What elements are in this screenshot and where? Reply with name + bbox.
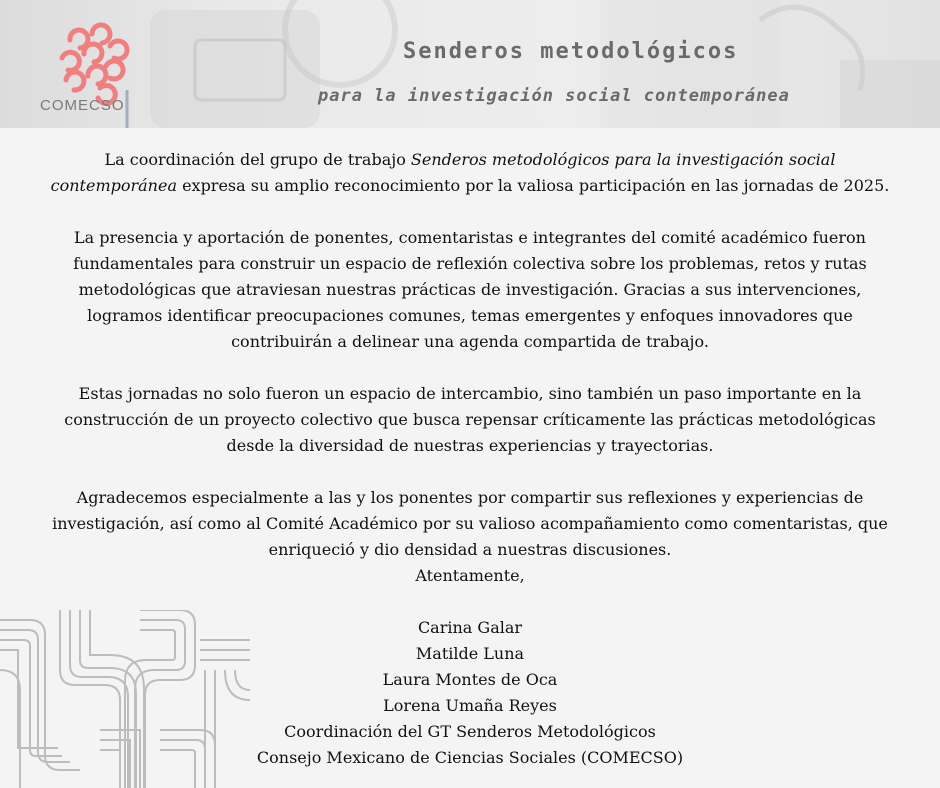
spacer bbox=[40, 589, 900, 615]
header-subtitle: para la investigación social contemporánea bbox=[318, 86, 790, 106]
signatory-name: Matilde Luna bbox=[415, 644, 525, 663]
signatory-name: Carina Galar bbox=[417, 618, 523, 637]
letter-body bbox=[40, 147, 900, 771]
paragraph-1 bbox=[40, 147, 900, 199]
paragraph-3: Estas jornadas no solo fueron un espacio de intercambio, sino también un paso importante en la construcción de un proyecto colectivo que busca repensar críticamente las prácticas metodológicas desde la diversidad de nuestras experiencias y trayectorias. bbox=[64, 384, 876, 455]
paragraph-2: La presencia y aportación de ponentes, comentaristas e integrantes del comité académico fueron fundamentales para construir un espacio de reflexión colectiva sobre los problemas, retos y rutas metodológicas que atraviesan nuestras prácticas de investigación. Gracias a sus intervenciones, logramos identificar preocupaciones comunes, temas emergentes y enfoques innovadores que contribuirán a delinear una agenda compartida de trabajo. bbox=[73, 228, 867, 351]
logo-wordmark: COMECSO bbox=[40, 97, 125, 114]
group-name-italic: Senderos metodológicos para la investigación social contemporánea bbox=[50, 150, 836, 195]
signatory-name: Lorena Umaña Reyes bbox=[383, 696, 557, 715]
header-background-illustration bbox=[0, 0, 940, 128]
closing-line: Atentamente, bbox=[415, 566, 525, 585]
paragraph-1-start: La coordinación del grupo de trabajo bbox=[104, 150, 411, 169]
signatory-name: Laura Montes de Oca bbox=[382, 670, 558, 689]
coordination-line: Coordinación del GT Senderos Metodológicos bbox=[284, 722, 656, 741]
header-banner bbox=[0, 0, 940, 128]
paragraph-1-end: expresa su amplio reconocimiento por la valiosa participación en las jornadas de 2025. bbox=[176, 176, 890, 195]
paragraph-4: Agradecemos especialmente a las y los ponentes por compartir sus reflexiones y experiencias de investigación, así como al Comité Académico por su valioso acompañamiento como comentaristas, que enriqueció y dio densidad a nuestras discusiones. bbox=[52, 488, 888, 559]
header-title: Senderos metodológicos bbox=[403, 39, 739, 64]
council-line: Consejo Mexicano de Ciencias Sociales (COMECSO) bbox=[256, 748, 684, 767]
